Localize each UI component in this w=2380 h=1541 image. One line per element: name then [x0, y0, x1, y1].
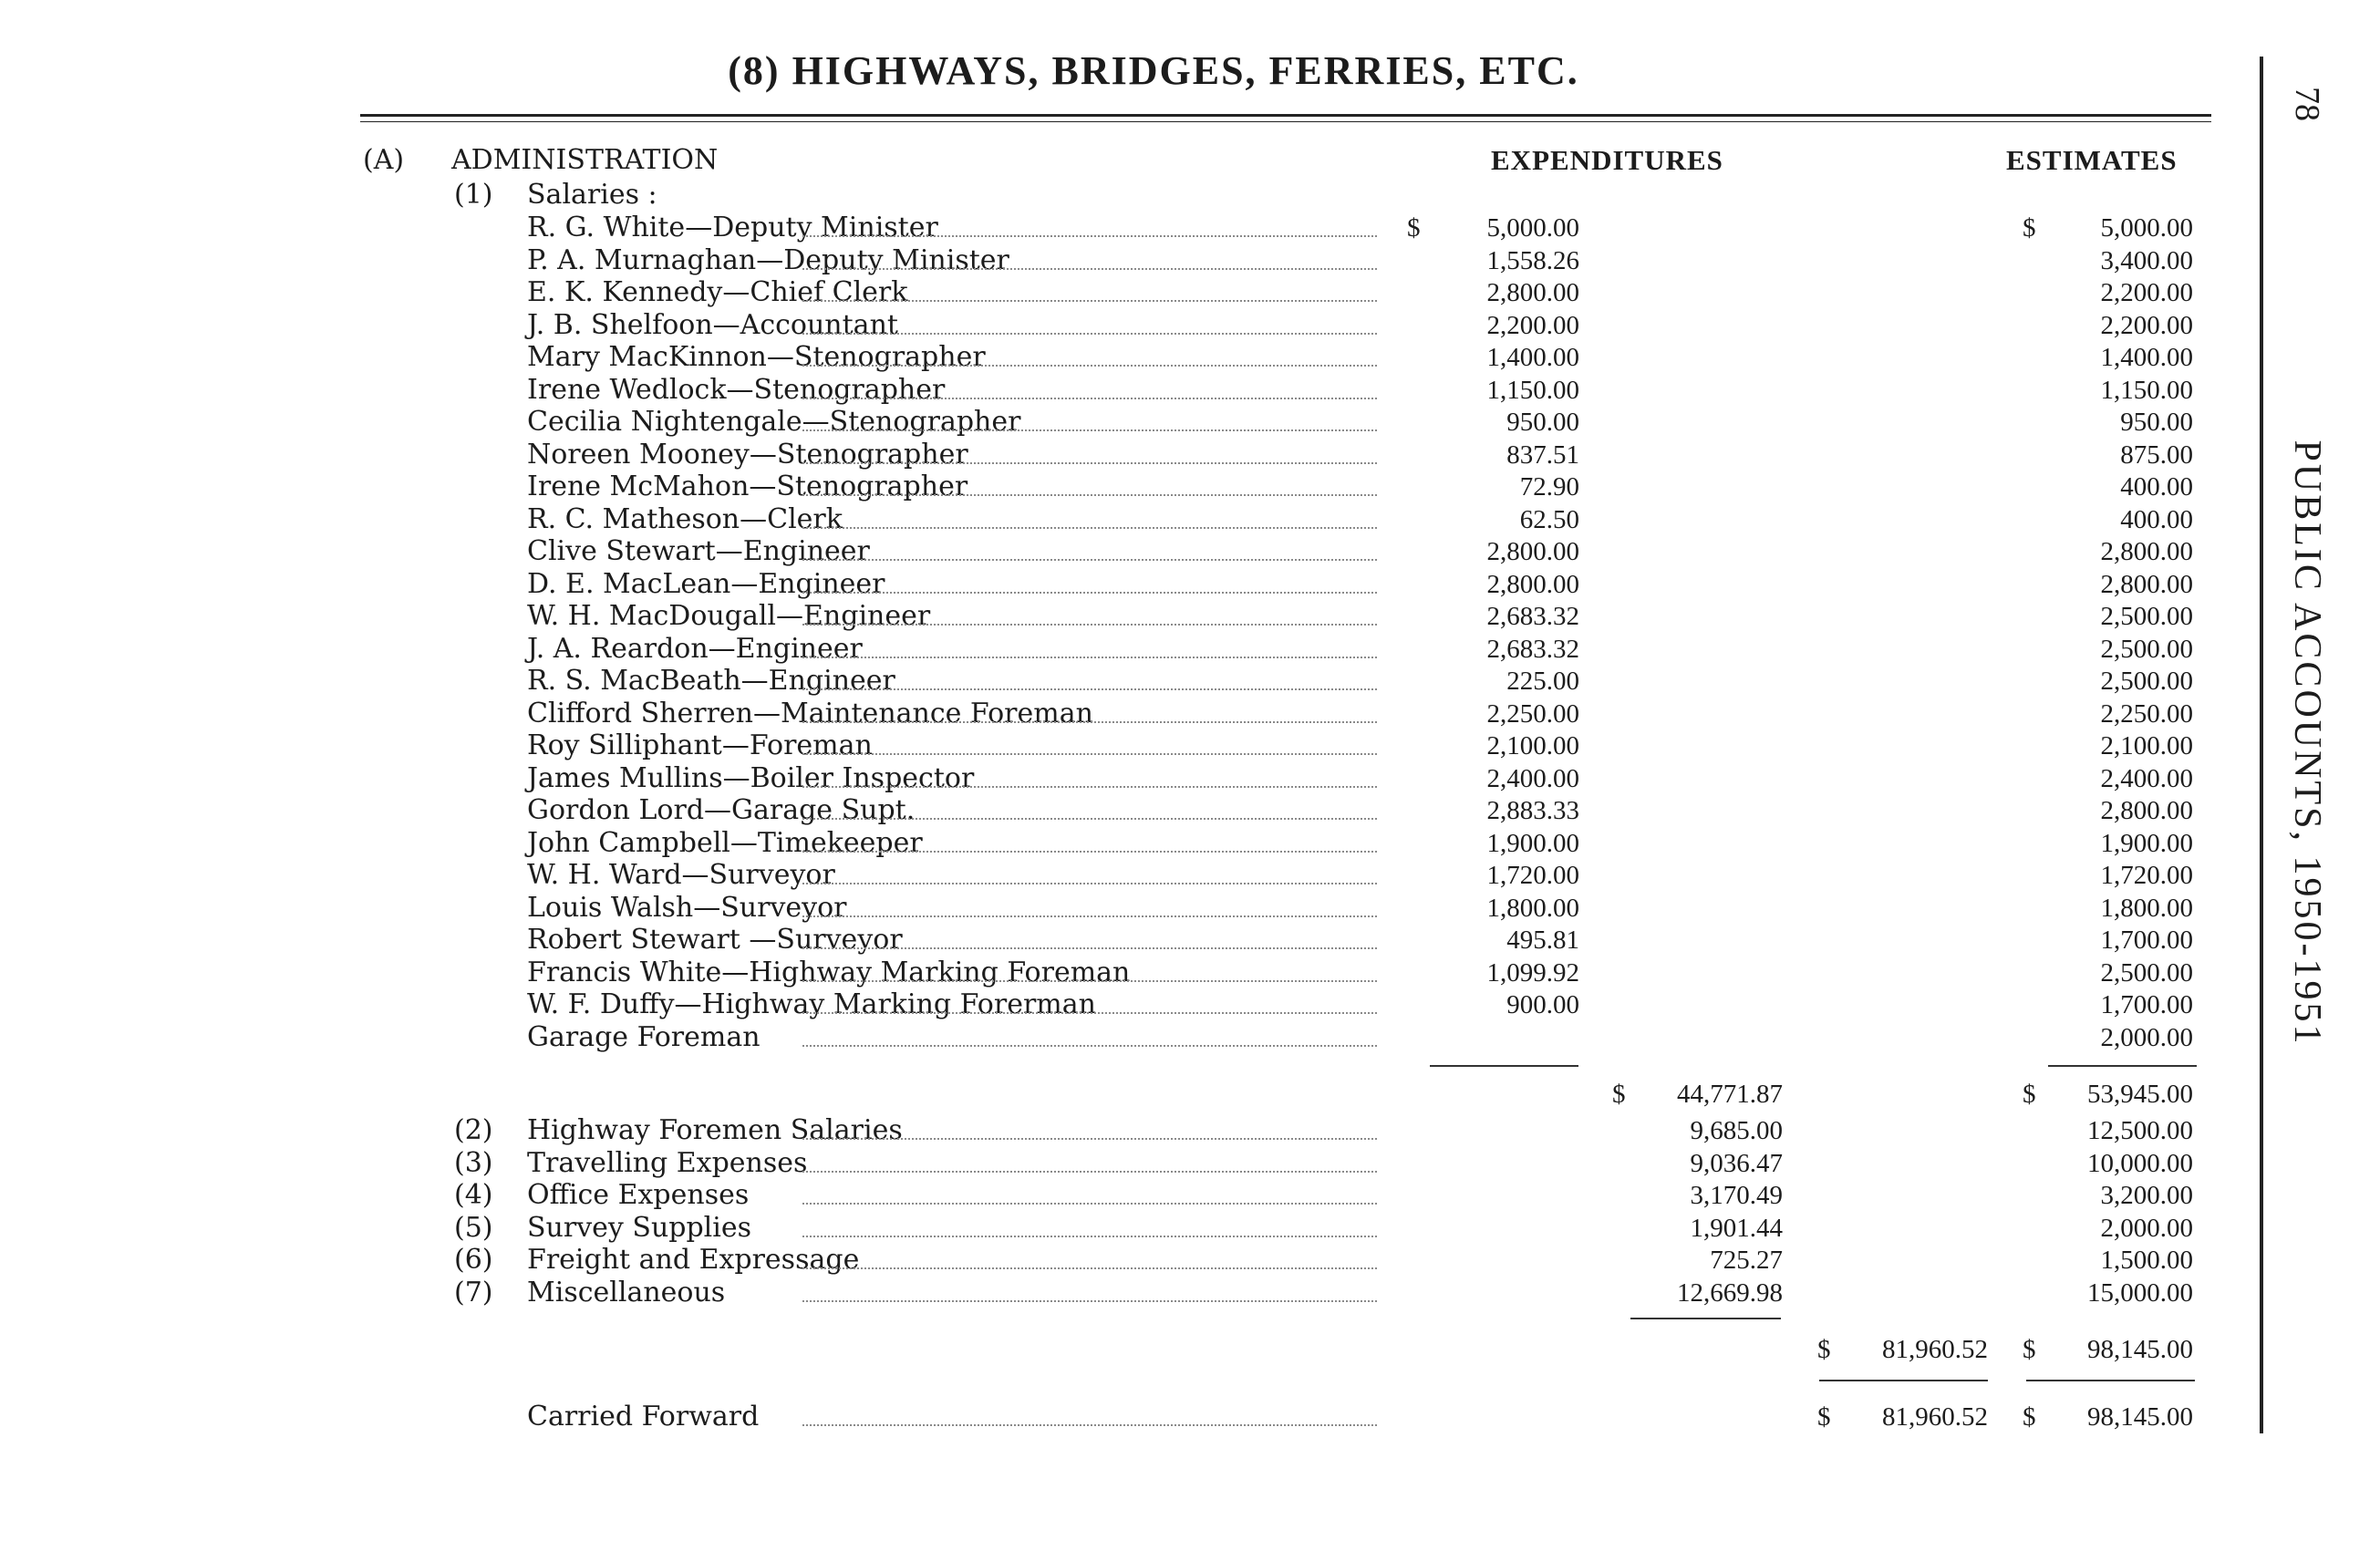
salary-leader: [802, 396, 1377, 399]
salary-estimate: 2,500.00: [2100, 958, 2193, 988]
section-letter: (A): [363, 144, 405, 176]
admin-total-expenditure: 81,960.52: [1882, 1335, 1988, 1364]
item-number: (7): [454, 1277, 493, 1308]
salary-expenditure: 495.81: [1506, 926, 1579, 955]
carried-forward-label: Carried Forward: [527, 1401, 760, 1432]
item-expenditure: 725.27: [1710, 1246, 1783, 1275]
subsection-name: Salaries :: [527, 179, 657, 211]
salary-name: Louis Walsh—Surveyor: [527, 892, 847, 924]
salary-estimate: 1,150.00: [2100, 376, 2193, 405]
salary-name: W. F. Duffy—Highway Marking Forerman: [527, 988, 1096, 1020]
salary-estimate: 2,200.00: [2100, 311, 2193, 340]
salary-leader: [802, 946, 1377, 949]
page-number: 78: [2288, 87, 2326, 121]
admin-total-estimate: 98,145.00: [2087, 1335, 2193, 1364]
salary-expenditure: 2,800.00: [1486, 570, 1579, 599]
salary-name: P. A. Murnaghan—Deputy Minister: [527, 244, 1009, 276]
section-name: ADMINISTRATION: [451, 144, 719, 176]
salary-estimate: 400.00: [2120, 505, 2193, 534]
salary-name: Noreen Mooney—Stenographer: [527, 439, 968, 471]
item-name: Survey Supplies: [527, 1212, 752, 1244]
item-expenditure: 1,901.44: [1690, 1214, 1783, 1243]
carried-forward-estimate: 98,145.00: [2087, 1402, 2193, 1432]
salary-leader: [802, 816, 1377, 820]
item-estimate: 2,000.00: [2100, 1214, 2193, 1243]
item-number: (5): [454, 1212, 493, 1244]
salary-leader: [802, 266, 1377, 270]
salary-name: J. B. Shelfoon—Accountant: [527, 309, 898, 341]
title-rule-thick: [360, 114, 2211, 117]
salary-estimate: 1,700.00: [2100, 926, 2193, 955]
salary-estimate: 400.00: [2120, 472, 2193, 502]
salary-name: Robert Stewart —Surveyor: [527, 924, 903, 956]
salary-exp-dollar: $: [1407, 213, 1421, 243]
salary-leader: [802, 525, 1377, 529]
salary-expenditure: 2,400.00: [1486, 764, 1579, 793]
salary-estimate: 2,200.00: [2100, 278, 2193, 307]
salary-leader: [802, 1010, 1377, 1014]
salary-leader: [802, 881, 1377, 884]
salary-leader: [802, 492, 1377, 496]
salary-expenditure: 837.51: [1506, 440, 1579, 470]
salary-estimate: 3,400.00: [2100, 246, 2193, 275]
item-number: (6): [454, 1244, 493, 1276]
salary-expenditure: 1,558.26: [1486, 246, 1579, 275]
salary-expenditure: 1,099.92: [1486, 958, 1579, 988]
salary-leader: [802, 751, 1377, 755]
salary-leader: [802, 687, 1377, 690]
page-title: (8) HIGHWAYS, BRIDGES, FERRIES, ETC.: [728, 48, 1579, 93]
salary-estimate: 5,000.00: [2100, 213, 2193, 243]
salary-leader: [802, 298, 1377, 302]
salary-expenditure: 62.50: [1519, 505, 1579, 534]
item-expenditure: 12,669.98: [1677, 1278, 1783, 1308]
salary-expenditure: 2,883.33: [1486, 796, 1579, 825]
salary-estimate: 1,400.00: [2100, 343, 2193, 372]
salary-name: Mary MacKinnon—Stenographer: [527, 341, 986, 373]
item-leader: [802, 1234, 1377, 1237]
salary-estimate: 1,700.00: [2100, 990, 2193, 1019]
salary-leader: [802, 557, 1377, 561]
salary-name: Irene McMahon—Stenographer: [527, 471, 968, 502]
salary-estimate: 2,250.00: [2100, 699, 2193, 729]
salary-leader: [802, 363, 1377, 367]
salary-leader: [802, 590, 1377, 594]
item-leader: [802, 1298, 1377, 1302]
salary-estimate: 1,800.00: [2100, 894, 2193, 923]
salary-expenditure: 1,720.00: [1486, 861, 1579, 890]
salary-leader: [802, 914, 1377, 917]
salary-expenditure: 1,400.00: [1486, 343, 1579, 372]
item-expenditure: 9,685.00: [1690, 1116, 1783, 1145]
item-estimate: 10,000.00: [2087, 1149, 2193, 1178]
salary-leader: [802, 428, 1377, 431]
salaries-total-expenditure: 44,771.87: [1677, 1080, 1783, 1109]
salary-name: W. H. MacDougall—Engineer: [527, 600, 931, 632]
salary-leader: [802, 655, 1377, 658]
item-estimate: 3,200.00: [2100, 1181, 2193, 1210]
item-leader: [802, 1169, 1377, 1173]
item-estimate: 1,500.00: [2100, 1246, 2193, 1275]
margin-rule: [2260, 57, 2263, 1433]
salary-expenditure: 2,800.00: [1486, 537, 1579, 566]
salary-estimate: 2,100.00: [2100, 731, 2193, 760]
salary-name: W. H. Ward—Surveyor: [527, 859, 835, 891]
salary-leader: [802, 1043, 1377, 1047]
item-leader: [802, 1136, 1377, 1140]
salary-name: D. E. MacLean—Engineer: [527, 568, 885, 600]
subtotal-exp-rule: [1630, 1318, 1781, 1319]
admin-total-exp-dollar: $: [1817, 1335, 1831, 1364]
item-name: Highway Foremen Salaries: [527, 1114, 903, 1146]
salary-expenditure: 5,000.00: [1486, 213, 1579, 243]
expenditures-header: EXPENDITURES: [1491, 144, 1723, 176]
carried-forward-leader: [802, 1422, 1377, 1426]
salary-expenditure: 950.00: [1506, 408, 1579, 437]
title-rule-thin: [360, 121, 2211, 122]
salary-name: Cecilia Nightengale—Stenographer: [527, 406, 1021, 438]
item-number: (3): [454, 1147, 493, 1179]
salary-name: R. S. MacBeath—Engineer: [527, 665, 895, 697]
salary-name: John Campbell—Timekeeper: [527, 827, 923, 859]
item-name: Office Expenses: [527, 1179, 750, 1211]
salary-estimate: 1,720.00: [2100, 861, 2193, 890]
salaries-total-exp-dollar: $: [1612, 1080, 1626, 1109]
salary-estimate: 2,500.00: [2100, 635, 2193, 664]
salary-estimate: 2,500.00: [2100, 667, 2193, 696]
salary-name: Clifford Sherren—Maintenance Foreman: [527, 698, 1093, 729]
salary-leader: [802, 622, 1377, 626]
item-number: (2): [454, 1114, 493, 1146]
carried-forward-expenditure: 81,960.52: [1882, 1402, 1988, 1432]
salary-leader: [802, 978, 1377, 982]
salaries-total-estimate: 53,945.00: [2087, 1080, 2193, 1109]
salary-estimate: 2,500.00: [2100, 602, 2193, 631]
salary-estimate: 2,000.00: [2100, 1023, 2193, 1052]
salary-expenditure: 2,200.00: [1486, 311, 1579, 340]
salary-est-dollar: $: [2023, 213, 2036, 243]
salary-leader: [802, 719, 1377, 723]
salary-estimate: 2,800.00: [2100, 570, 2193, 599]
salary-leader: [802, 784, 1377, 788]
item-estimate: 12,500.00: [2087, 1116, 2193, 1145]
carried-forward-exp-dollar: $: [1817, 1402, 1831, 1432]
salary-name: J. A. Reardon—Engineer: [527, 633, 863, 665]
salary-expenditure: 1,900.00: [1486, 829, 1579, 858]
salary-expenditure: 2,100.00: [1486, 731, 1579, 760]
salary-expenditure: 1,800.00: [1486, 894, 1579, 923]
salary-expenditure: 2,800.00: [1486, 278, 1579, 307]
salary-expenditure: 2,683.32: [1486, 635, 1579, 664]
item-estimate: 15,000.00: [2087, 1278, 2193, 1308]
salary-name: Irene Wedlock—Stenographer: [527, 374, 946, 406]
salary-estimate: 875.00: [2120, 440, 2193, 470]
salary-name: Garage Foreman: [527, 1021, 761, 1053]
salary-expenditure: 2,683.32: [1486, 602, 1579, 631]
salary-expenditure: 72.90: [1519, 472, 1579, 502]
salary-expenditure: 900.00: [1506, 990, 1579, 1019]
salary-name: Gordon Lord—Garage Supt.: [527, 794, 916, 826]
salary-expenditure: 2,250.00: [1486, 699, 1579, 729]
running-head: PUBLIC ACCOUNTS, 1950-1951: [2286, 440, 2328, 1047]
salary-name: Francis White—Highway Marking Foreman: [527, 957, 1131, 988]
admin-total-est-dollar: $: [2023, 1335, 2036, 1364]
item-expenditure: 3,170.49: [1690, 1181, 1783, 1210]
subsection-number: (1): [454, 179, 493, 211]
carried-forward-est-dollar: $: [2023, 1402, 2036, 1432]
salary-estimate: 2,800.00: [2100, 796, 2193, 825]
salary-name: James Mullins—Boiler Inspector: [527, 762, 975, 794]
item-number: (4): [454, 1179, 493, 1211]
item-leader: [802, 1266, 1377, 1269]
salary-name: E. K. Kennedy—Chief Clerk: [527, 276, 908, 308]
salary-name: R. C. Matheson—Clerk: [527, 503, 843, 535]
salary-estimate: 2,800.00: [2100, 537, 2193, 566]
salary-expenditure: 1,150.00: [1486, 376, 1579, 405]
salary-leader: [802, 460, 1377, 464]
salary-estimate: 1,900.00: [2100, 829, 2193, 858]
salary-leader: [802, 849, 1377, 853]
item-leader: [802, 1201, 1377, 1205]
salaries-exp-rule: [1430, 1065, 1578, 1067]
salary-name: R. G. White—Deputy Minister: [527, 212, 938, 243]
item-name: Miscellaneous: [527, 1277, 726, 1308]
salary-estimate: 950.00: [2120, 408, 2193, 437]
salary-leader: [802, 331, 1377, 335]
estimates-header: ESTIMATES: [2006, 144, 2178, 176]
salary-expenditure: 225.00: [1506, 667, 1579, 696]
item-name: Freight and Expressage: [527, 1244, 860, 1276]
salary-leader: [802, 233, 1377, 237]
salaries-total-est-dollar: $: [2023, 1080, 2036, 1109]
salaries-est-rule: [2048, 1065, 2197, 1067]
total-est-rule: [2026, 1380, 2195, 1381]
item-expenditure: 9,036.47: [1690, 1149, 1783, 1178]
salary-name: Roy Silliphant—Foreman: [527, 729, 873, 761]
salary-name: Clive Stewart—Engineer: [527, 535, 870, 567]
total-exp-rule: [1819, 1380, 1988, 1381]
salary-estimate: 2,400.00: [2100, 764, 2193, 793]
item-name: Travelling Expenses: [527, 1147, 808, 1179]
